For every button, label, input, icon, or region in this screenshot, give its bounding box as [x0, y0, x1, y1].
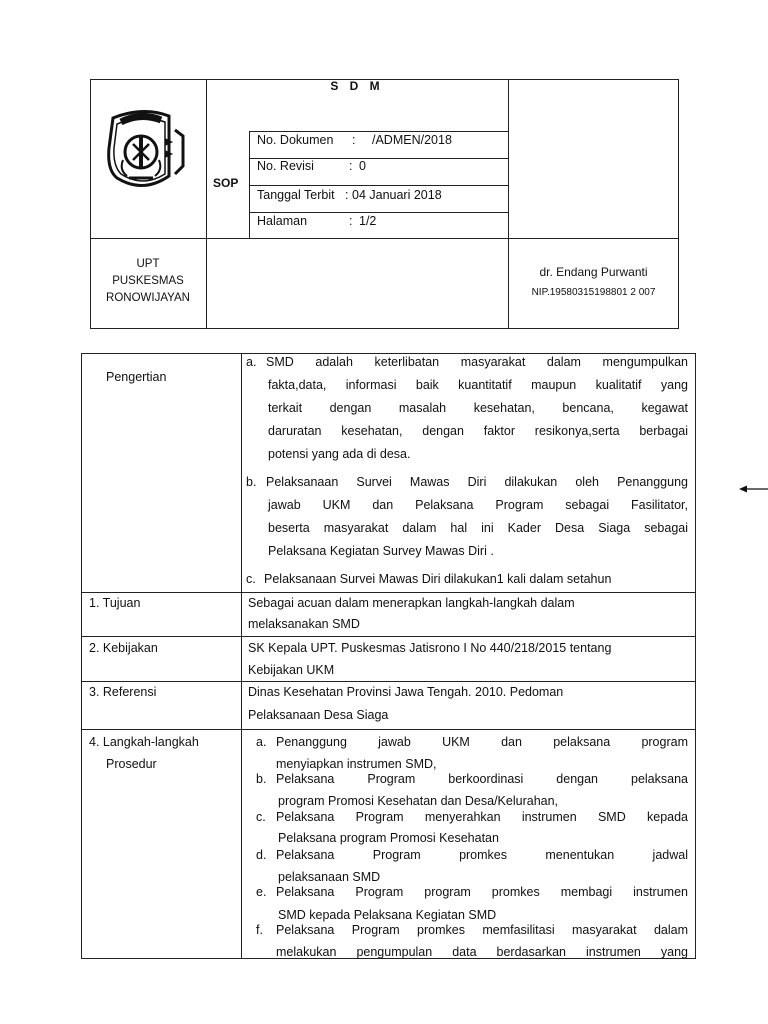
table-divider: [81, 592, 696, 593]
list-item-line: Pelaksanaan Survei Mawas Diri dilakukan1 kali dalam setahun: [264, 572, 612, 586]
list-item-line: melakukan pengumpulan data berdasarkan instrumen yang: [276, 945, 688, 959]
doc-row-label: Halaman: [257, 214, 308, 228]
org-line: RONOWIJAYAN: [106, 292, 190, 304]
list-item-line: pelaksanaan SMD: [278, 870, 381, 884]
org-line: PUSKESMAS: [112, 275, 184, 287]
signer-nip: NIP.19580315198801 2 007: [531, 287, 656, 298]
list-item-line: SMD kepada Pelaksana Kegiatan SMD: [278, 908, 497, 922]
list-item-line: fakta,data, informasi baik kuantitatif maupun kualitatif yang: [268, 378, 688, 392]
list-item-line: SMD adalah keterlibatan masyarakat dalam mengumpulkan: [266, 355, 688, 369]
table-divider: [81, 681, 696, 682]
list-item-line: Pelaksana Program menyerahkan instrumen SMD kepada: [276, 810, 688, 824]
list-item-line: Pelaksana Program program promkes membagi instrumen: [276, 885, 688, 899]
list-marker: b.: [256, 772, 267, 786]
list-item-line: Pelaksana program Promosi Kesehatan: [278, 831, 499, 845]
list-marker: a.: [256, 735, 267, 749]
row-text: Kebijakan UKM: [248, 663, 335, 677]
doc-row-label: No. Dokumen: [257, 133, 334, 147]
doc-row-label: Tanggal Terbit: [257, 188, 335, 202]
header-divider: [206, 79, 207, 329]
row-text: melaksanakan SMD: [248, 617, 360, 631]
list-item-line: program Promosi Kesehatan dan Desa/Kelurahan,: [278, 794, 559, 808]
list-item-line: terkait dengan masalah kesehatan, bencana, kegawat: [268, 401, 688, 415]
list-marker: d.: [256, 848, 267, 862]
list-marker: b.: [246, 475, 257, 489]
list-item-line: jawab UKM dan Pelaksana Program sebagai Fasilitator,: [268, 498, 688, 512]
document-title: S D M: [330, 79, 384, 93]
header-divider: [249, 185, 508, 186]
procedure-table: [81, 353, 696, 959]
signer-name: dr. Endang Purwanti: [539, 265, 648, 279]
doc-row-label: No. Revisi: [257, 159, 314, 173]
table-divider: [241, 353, 242, 959]
sop-label: SOP: [213, 176, 239, 190]
doc-row-sep: :: [352, 133, 356, 147]
list-item-line: menyiapkan instrumen SMD,: [276, 757, 437, 771]
arrow-left-icon: [738, 482, 768, 494]
list-item-line: Pelaksana Program berkoordinasi dengan pelaksana: [276, 772, 688, 786]
list-item-line: Pelaksana Program promkes menentukan jadwal: [276, 848, 688, 862]
row-label-tujuan: 1. Tujuan: [89, 596, 141, 610]
row-text: Sebagai acuan dalam menerapkan langkah-langkah dalam: [248, 596, 575, 610]
row-label-referensi: 3. Referensi: [89, 685, 157, 699]
row-text: Dinas Kesehatan Provinsi Jawa Tengah. 2010. Pedoman: [248, 685, 564, 699]
list-marker: a.: [246, 355, 257, 369]
org-block: [90, 256, 206, 307]
row-label-pengertian: Pengertian: [106, 370, 167, 384]
row-text: SK Kepala UPT. Puskesmas Jatisrono I No 440/218/2015 tentang: [248, 641, 612, 655]
org-line: UPT: [136, 258, 160, 270]
list-marker: c.: [246, 572, 256, 586]
row-label-prosedur: Prosedur: [106, 757, 157, 771]
list-item-line: daruratan kesehatan, dengan faktor resikonya,serta berbagai: [268, 424, 688, 438]
list-marker: f.: [256, 923, 263, 937]
list-item-line: Pelaksanaan Survei Mawas Diri dilakukan oleh Penanggung: [266, 475, 688, 489]
doc-row-value: /ADMEN/2018: [372, 133, 452, 147]
table-divider: [81, 636, 696, 637]
header-divider: [90, 238, 679, 239]
list-item-line: Penanggung jawab UKM dan pelaksana program: [276, 735, 688, 749]
doc-row-sep: :: [349, 214, 353, 228]
ponorogo-logo: [103, 104, 203, 196]
doc-row-value: 04 Januari 2018: [352, 188, 442, 202]
list-item-line: Pelaksana Kegiatan Survey Mawas Diri .: [268, 544, 494, 558]
list-marker: c.: [256, 810, 266, 824]
doc-row-sep: :: [345, 188, 349, 202]
list-marker: e.: [256, 885, 267, 899]
svg-text:PONOROGO: PONOROGO: [125, 123, 165, 130]
row-label-kebijakan: 2. Kebijakan: [89, 641, 158, 655]
list-item-line: potensi yang ada di desa.: [268, 447, 411, 461]
doc-row-value: 1/2: [359, 214, 377, 228]
list-item-line: beserta masyarakat dalam hal ini Kader Desa Siaga sebagai: [268, 521, 688, 535]
doc-row-value: 0: [359, 159, 366, 173]
row-text: Pelaksanaan Desa Siaga: [248, 708, 389, 722]
row-label-prosedur: 4. Langkah-langkah: [89, 735, 199, 749]
table-divider: [81, 729, 696, 730]
doc-row-sep: :: [349, 159, 353, 173]
list-item-line: Pelaksana Program promkes memfasilitasi masyarakat dalam: [276, 923, 688, 937]
